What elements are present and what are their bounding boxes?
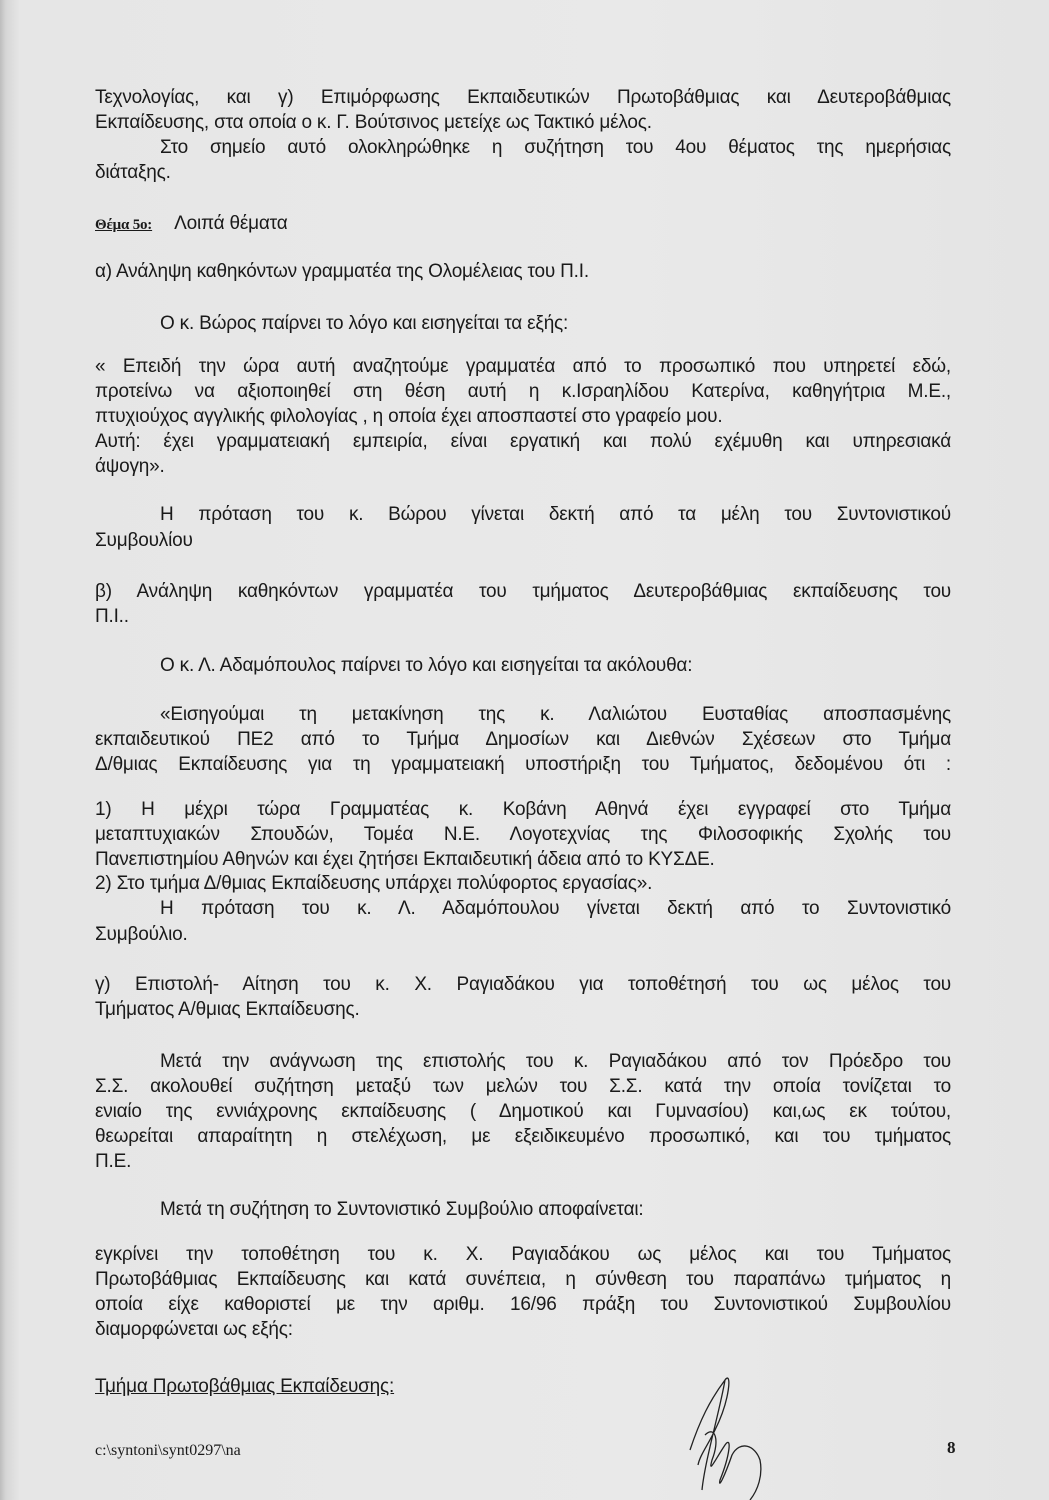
text-line: εκπαιδευτικού ΠΕ2 από το Τμήμα Δημοσίων και Διεθνών Σχέσεων στο Τμήμα xyxy=(95,729,951,750)
text-line: Μετά τη συζήτηση το Συντονιστικό Συμβούλιο αποφαίνεται: xyxy=(160,1199,644,1220)
text-line: εγκρίνει την τοποθέτηση του κ. Χ. Ραγιαδάκου ως μέλος και του Τμήματος xyxy=(95,1244,951,1265)
text-line: Ο κ. Βώρος παίρνει το λόγο και εισηγείται τα εξής: xyxy=(160,313,569,334)
text-line: Σ.Σ. ακολουθεί συζήτηση μεταξύ των μελών του Σ.Σ. κατά την οποία τονίζεται το xyxy=(95,1076,951,1097)
text-line: 2) Στο τμήμα Δ/θμιας Εκπαίδευσης υπάρχει πολύφορτος εργασίας». xyxy=(95,873,653,894)
text-line: προτείνω να αξιοποιηθεί στη θέση αυτή η κ.Ισραηλίδου Κατερίνα, καθηγήτρια Μ.Ε., xyxy=(95,381,951,402)
subsection-c-title: γ) Επιστολή- Αίτηση του κ. Χ. Ραγιαδάκου για τοποθέτησή του ως μέλος του xyxy=(95,974,951,995)
text-line: άψογη». xyxy=(95,456,165,477)
text-line: μεταπτυχιακών Σπουδών, Τομέα Ν.Ε. Λογοτεχνίας της Φιλοσοφικής Σχολής του xyxy=(95,824,951,845)
text-line: θεωρείται απαραίτητη η στελέχωση, με εξειδικευμένο προσωπικό, και του τμήματος xyxy=(95,1126,951,1147)
theme-title: Λοιπά θέματα xyxy=(174,213,288,234)
text-line: 1) Η μέχρι τώρα Γραμματέας κ. Κοβάνη Αθηνά έχει εγγραφεί στο Τμήμα xyxy=(95,799,951,820)
text-line: Εκπαίδευσης, στα οποία ο κ. Γ. Βούτσινος μετείχε ως Τακτικό μέλος. xyxy=(95,112,652,133)
text-line: Στο σημείο αυτό ολοκληρώθηκε η συζήτηση του 4ου θέματος της ημερήσιας xyxy=(160,137,951,158)
text-line: Συμβουλίου xyxy=(95,530,193,551)
text-line: Πανεπιστημίου Αθηνών και έχει ζητήσει Εκπαιδευτική άδεια από το ΚΥΣΔΕ. xyxy=(95,849,715,870)
text-line: Τμήματος Α/θμιας Εκπαίδευσης. xyxy=(95,999,360,1020)
text-line: Δ/θμιας Εκπαίδευσης για τη γραμματειακή υποστήριξη του Τμήματος, δεδομένου ότι : xyxy=(95,754,951,775)
text-line: «Εισηγούμαι τη μετακίνηση της κ. Λαλιώτου Ευσταθίας αποσπασμένης xyxy=(160,704,951,725)
text-line: Πρωτοβάθμιας Εκπαίδευσης και κατά συνέπεια, η σύνθεση του παραπάνω τμήματος η xyxy=(95,1269,951,1290)
text-line: οποία είχε καθοριστεί με την αριθμ. 16/96 πράξη του Συντονιστικού Συμβουλίου xyxy=(95,1294,951,1315)
subsection-a-title: α) Ανάληψη καθηκόντων γραμματέα της Ολομέλειας του Π.Ι. xyxy=(95,261,589,282)
section-heading xyxy=(95,212,951,237)
text-line: ενιαίο της εννιάχρονης εκπαίδευσης ( Δημοτικού και Γυμνασίου) και,ως εκ τούτου, xyxy=(95,1101,951,1122)
text-line: Μετά την ανάγνωση της επιστολής του κ. Ραγιαδάκου από τον Πρόεδρο του xyxy=(160,1051,951,1072)
text-line: Η πρόταση του κ. Βώρου γίνεται δεκτή από τα μέλη του Συντονιστικού xyxy=(160,504,951,525)
text-line: Αυτή: έχει γραμματειακή εμπειρία, είναι εργατική και πολύ εχέμυθη και υπηρεσιακά xyxy=(95,431,951,452)
footer-file-path: c:\syntoni\synt0297\na xyxy=(95,1442,241,1459)
handwritten-signature xyxy=(670,1360,780,1500)
text-line: πτυχιούχος αγγλικής φιλολογίας , η οποία έχει αποσπαστεί στο γραφείο μου. xyxy=(95,406,723,427)
text-line: « Επειδή την ώρα αυτή αναζητούμε γραμματέα από το προσωπικό που υπηρετεί εδώ, xyxy=(95,356,951,377)
page-number: 8 xyxy=(947,1438,956,1457)
text-line: Π.Ι.. xyxy=(95,606,129,627)
text-line: Π.Ε. xyxy=(95,1151,132,1172)
subsection-b-title: β) Ανάληψη καθηκόντων γραμματέα του τμήματος Δευτεροβάθμιας εκπαίδευσης του xyxy=(95,581,951,602)
text-line: Συμβούλιο. xyxy=(95,924,188,945)
section-underlined-heading: Τμήμα Πρωτοβάθμιας Εκπαίδευσης: xyxy=(95,1376,395,1397)
text-line: Τεχνολογίας, και γ) Επιμόρφωσης Εκπαιδευτικών Πρωτοβάθμιας και Δευτεροβάθμιας xyxy=(95,87,951,108)
theme-label: Θέμα 5ο: xyxy=(95,217,153,233)
text-line: Ο κ. Λ. Αδαμόπουλος παίρνει το λόγο και εισηγείται τα ακόλουθα: xyxy=(160,655,693,676)
text-line: διάταξης. xyxy=(95,162,171,183)
text-line: Η πρόταση του κ. Λ. Αδαμόπουλου γίνεται δεκτή από το Συντονιστικό xyxy=(160,898,951,919)
text-line: διαμορφώνεται ως εξής: xyxy=(95,1319,293,1340)
